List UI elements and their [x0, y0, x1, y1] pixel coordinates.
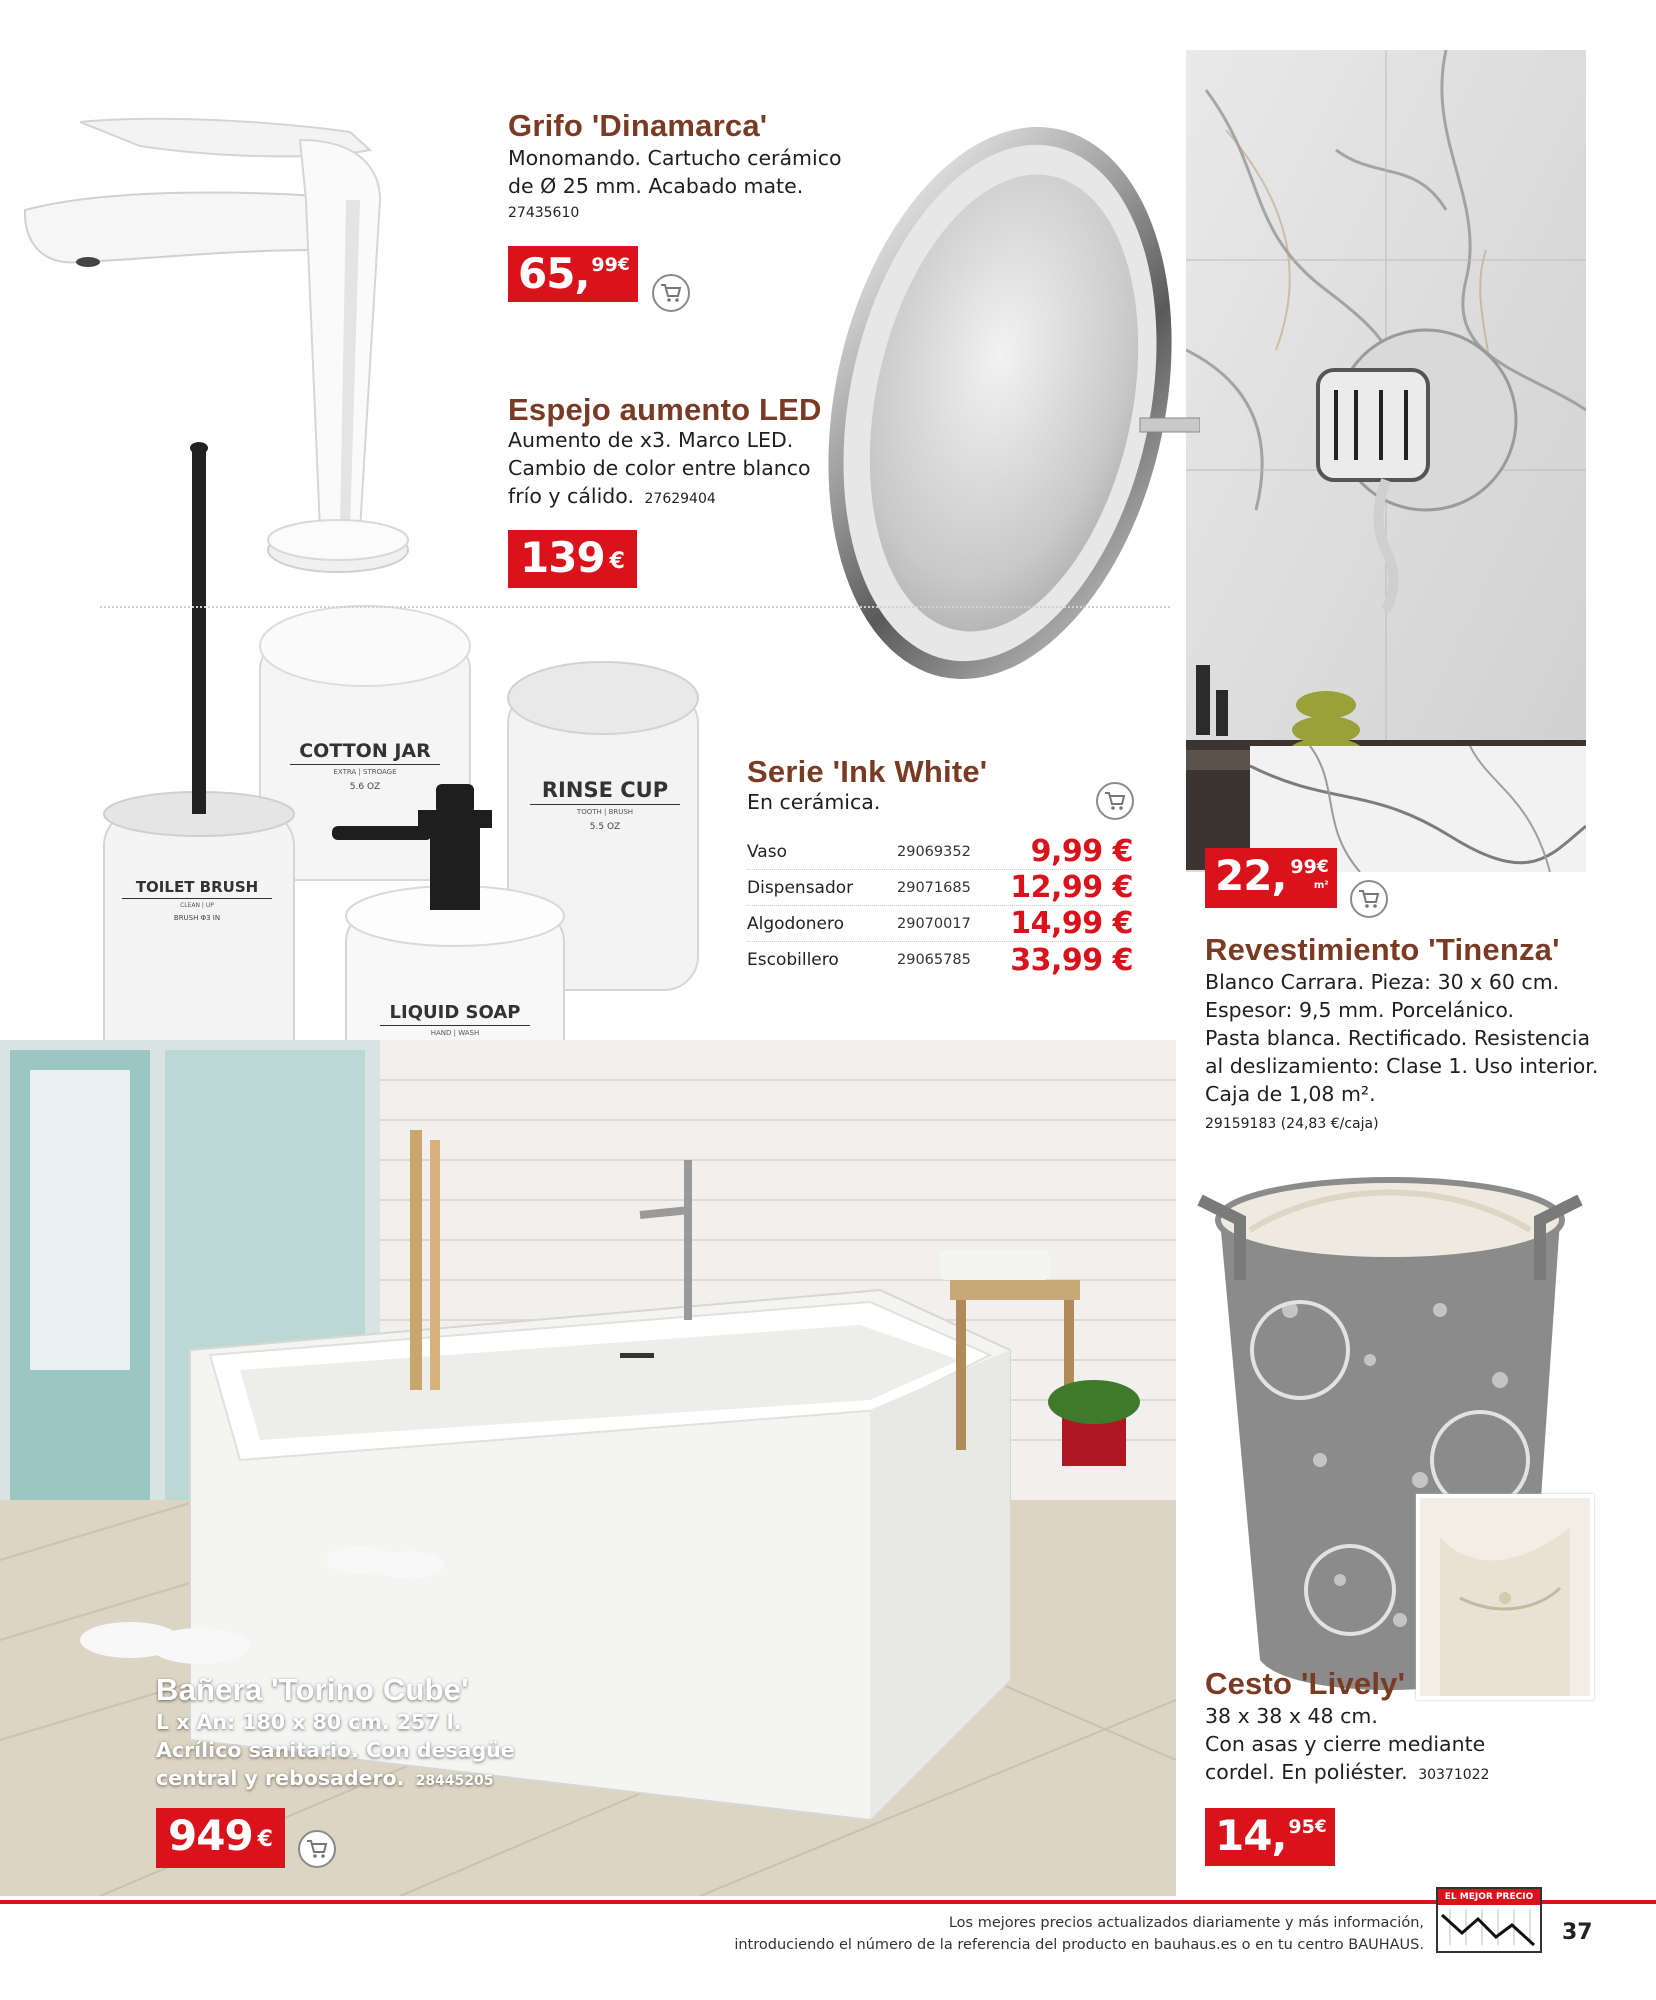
ink-row-price: 12,99 €: [1010, 870, 1133, 905]
tinenza-desc-4: al deslizamiento: Clase 1. Uso interior.: [1205, 1054, 1599, 1078]
best-price-badge: [1436, 1887, 1542, 1953]
table-row: [747, 870, 1133, 906]
tinenza-title: Revestimiento 'Tinenza': [1205, 932, 1560, 967]
toilet-brush-label-oz: BRUSH Φ3 IN: [173, 914, 221, 922]
ink-row-ref: 29070017: [897, 915, 971, 932]
banera-cart-icon[interactable]: [298, 1830, 336, 1868]
toilet-brush-label-sub: CLEAN | UP: [180, 902, 214, 909]
tinenza-price-unit: m²: [1313, 880, 1329, 891]
tinenza-cart-icon[interactable]: [1350, 880, 1388, 918]
banera-price-currency: €: [257, 1827, 273, 1852]
espejo-desc-3-text: frío y cálido.: [508, 484, 634, 508]
ink-row-name: Algodonero: [747, 913, 844, 934]
footer-text: [734, 1912, 1424, 1956]
cesto-desc-2: Con asas y cierre mediante: [1205, 1732, 1486, 1756]
tinenza-price-currency: €: [1316, 857, 1329, 877]
espejo-ref: 27629404: [644, 491, 716, 507]
tinenza-desc-1: Blanco Carrara. Pieza: 30 x 60 cm.: [1205, 970, 1560, 994]
ink-cart-icon[interactable]: [1096, 782, 1134, 820]
rinse-cup-label-sub: TOOTH | BRUSH: [576, 808, 634, 816]
rinse-cup-label-text: RINSE CUP: [530, 778, 680, 805]
tinenza-desc-2: Espesor: 9,5 mm. Porcelánico.: [1205, 998, 1515, 1022]
tinenza-price-dec: 99: [1290, 856, 1317, 878]
espejo-desc-3: [508, 482, 716, 513]
ink-title: Serie 'Ink White': [747, 754, 988, 789]
grifo-price-currency: €: [617, 255, 630, 275]
cesto-desc-3: [1205, 1758, 1489, 1789]
laundry-basket-photo: [1180, 1160, 1600, 1720]
toilet-brush-label: [122, 878, 272, 922]
cotton-jar-label: [290, 740, 440, 792]
liquid-soap-label-sub: HAND | WASH: [430, 1029, 480, 1037]
cotton-jar-label-oz: 5.6 OZ: [349, 782, 381, 792]
banera-title: Bañera 'Torino Cube': [156, 1672, 469, 1707]
banera-desc-3-text: central y rebosadero.: [156, 1766, 405, 1790]
cesto-desc-3-text: cordel. En poliéster.: [1205, 1760, 1408, 1784]
ink-row-name: Vaso: [747, 841, 787, 862]
rinse-cup-label-oz: 5.5 OZ: [589, 822, 621, 832]
banera-price-int: 949: [168, 1811, 253, 1860]
footer-line-1: Los mejores precios actualizados diariamente y más información,: [948, 1915, 1424, 1931]
banera-desc-3: [156, 1764, 494, 1795]
grifo-title: Grifo 'Dinamarca': [508, 108, 768, 143]
banera-ref: 28445205: [415, 1773, 494, 1789]
grifo-price-box: [508, 246, 638, 302]
cesto-price-currency: €: [1314, 1817, 1327, 1837]
rinse-cup-label: [530, 778, 680, 832]
cesto-price-dec: 95: [1288, 1816, 1315, 1838]
table-row: [747, 942, 1133, 978]
grifo-cart-icon[interactable]: [652, 274, 690, 312]
footer-red-line: [0, 1900, 1656, 1904]
table-row: [747, 906, 1133, 942]
ink-row-price: 9,99 €: [1030, 834, 1133, 869]
banera-price-box: [156, 1808, 285, 1868]
ink-row-price: 14,99 €: [1010, 906, 1133, 941]
tinenza-desc-3: Pasta blanca. Rectificado. Resistencia: [1205, 1026, 1591, 1050]
espejo-price-currency: €: [609, 549, 625, 574]
section-divider: [100, 606, 1170, 608]
tinenza-price-int: 22,: [1215, 851, 1287, 900]
cesto-ref: 30371022: [1418, 1767, 1490, 1783]
grifo-desc-1: Monomando. Cartucho cerámico: [508, 146, 842, 170]
banera-desc-1: L x An: 180 x 80 cm. 257 l.: [156, 1710, 462, 1734]
footer-line-2: introduciendo el número de la referencia del producto en bauhaus.es o en tu centro BAUHAUS.: [734, 1937, 1424, 1953]
grifo-desc-2: de Ø 25 mm. Acabado mate.: [508, 174, 804, 198]
toilet-brush-label-text: TOILET BRUSH: [122, 878, 272, 899]
cesto-title: Cesto 'Lively': [1205, 1666, 1406, 1701]
espejo-price-box: [508, 530, 637, 588]
table-row: [747, 834, 1133, 870]
cotton-jar-label-sub: EXTRA | STROAGE: [333, 768, 397, 776]
espejo-title: Espejo aumento LED: [508, 392, 822, 427]
cesto-price-int: 14,: [1215, 1811, 1287, 1860]
ink-row-ref: 29065785: [897, 952, 971, 968]
grifo-price-dec: 99: [591, 254, 618, 276]
espejo-price-int: 139: [520, 533, 605, 582]
grifo-ref: 27435610: [508, 205, 580, 221]
ink-row-ref: 29071685: [897, 879, 971, 896]
tinenza-ref: 29159183 (24,83 €/caja): [1205, 1116, 1379, 1132]
page-number: 37: [1562, 1920, 1593, 1945]
ink-row-name: Dispensador: [747, 877, 854, 898]
banera-desc-2: Acrílico sanitario. Con desagüe: [156, 1738, 515, 1762]
cesto-price-box: [1205, 1808, 1335, 1866]
cotton-jar-label-text: COTTON JAR: [290, 740, 440, 765]
ink-row-ref: 29069352: [897, 843, 971, 860]
cesto-desc-1: 38 x 38 x 48 cm.: [1205, 1704, 1378, 1728]
tinenza-desc-5: Caja de 1,08 m².: [1205, 1082, 1376, 1106]
espejo-desc-1: Aumento de x3. Marco LED.: [508, 428, 794, 452]
espejo-desc-2: Cambio de color entre blanco: [508, 456, 811, 480]
best-price-badge-label: EL MEJOR PRECIO: [1438, 1889, 1540, 1905]
liquid-soap-label-text: LIQUID SOAP: [380, 1002, 530, 1026]
ink-row-name: Escobillero: [747, 950, 839, 970]
led-mirror-photo: [800, 118, 1200, 698]
marble-tile-photo: [1186, 50, 1586, 872]
price-drop-icon: [1438, 1905, 1540, 1951]
ink-row-price: 33,99 €: [1010, 942, 1133, 978]
ink-desc: En cerámica.: [747, 790, 881, 814]
ink-price-table: [747, 834, 1133, 978]
grifo-price-int: 65,: [518, 249, 590, 298]
tinenza-price-box: [1205, 848, 1337, 908]
